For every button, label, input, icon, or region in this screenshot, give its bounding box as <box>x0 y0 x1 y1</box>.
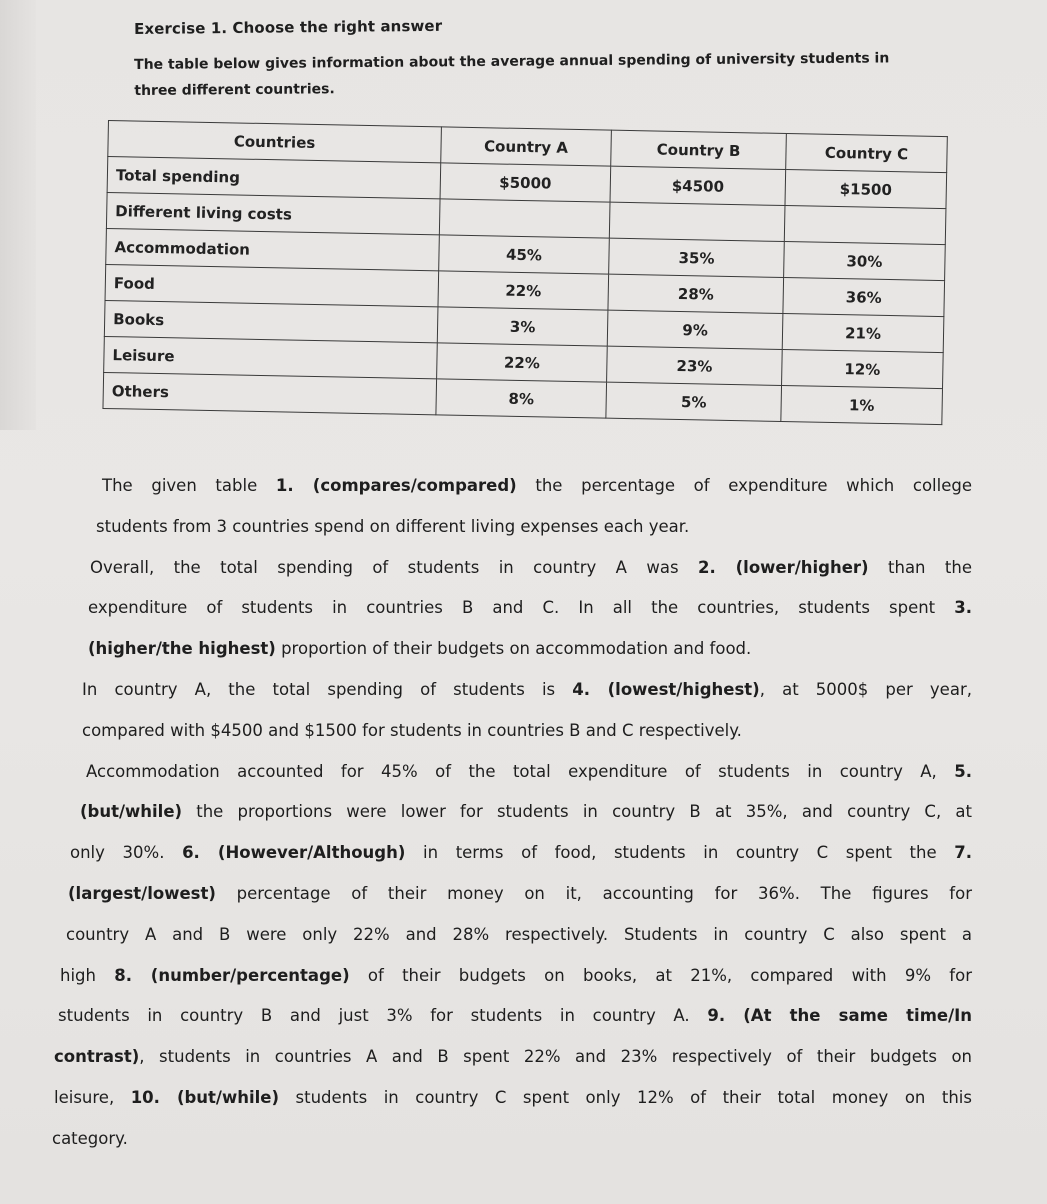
passage-line <box>52 792 972 833</box>
row-label: Books <box>104 300 438 342</box>
passage-text: leisure, <box>54 1087 131 1107</box>
passage-text: category. <box>52 1128 128 1148</box>
passage-text: In country A, the total spending of students is <box>82 679 573 699</box>
answer-choice-9-options[interactable]: contrast) <box>54 1047 140 1067</box>
cell-country-a: 45% <box>439 235 610 274</box>
answer-choice-3-options[interactable]: (higher/the highest) <box>88 639 276 659</box>
passage-text: students from 3 countries spend on different living expenses each year. <box>96 516 690 536</box>
answer-choice-9[interactable]: 9. (At the same time/In <box>707 1006 973 1026</box>
header-country-c: Country C <box>786 134 948 173</box>
spending-table <box>102 120 947 425</box>
cell-country-a: 22% <box>436 343 607 382</box>
passage-line <box>52 956 972 997</box>
passage-line <box>52 996 972 1037</box>
answer-choice-4[interactable]: 4. (lowest/highest) <box>572 679 760 699</box>
answer-choice-7[interactable]: 7. <box>954 843 972 863</box>
cell-country-a: 22% <box>438 271 609 310</box>
passage-line <box>52 670 972 711</box>
answer-choice-1[interactable]: 1. (compares/compared) <box>275 476 517 495</box>
passage-text: Overall, the total spending of students in country A was <box>90 557 698 577</box>
row-label: Accommodation <box>106 228 440 270</box>
answer-choice-6[interactable]: 6. (However/Although) <box>182 843 406 863</box>
cell-country-a: $5000 <box>440 163 611 202</box>
cell-country-b: $4500 <box>610 166 786 205</box>
answer-choice-5[interactable]: 5. <box>954 761 972 781</box>
answer-choice-5-options[interactable]: (but/while) <box>80 802 183 822</box>
header-country-b: Country B <box>611 130 787 169</box>
answer-choice-8[interactable]: 8. (number/percentage) <box>114 965 350 985</box>
cell-country-a <box>439 199 610 238</box>
row-label: Others <box>103 372 437 414</box>
passage-line <box>52 466 972 507</box>
passage-line <box>52 874 972 915</box>
cell-country-c: 30% <box>784 242 946 281</box>
cell-country-b <box>609 202 785 241</box>
passage-line <box>52 833 972 874</box>
exercise-header <box>134 16 1014 104</box>
passage-line <box>52 588 972 629</box>
row-label: Leisure <box>104 336 438 378</box>
passage-line <box>52 1078 972 1119</box>
passage-text: proportion of their budgets on accommodation and food. <box>275 639 752 659</box>
page-edge-shadow <box>0 0 36 430</box>
answer-choice-2[interactable]: 2. (lower/higher) <box>697 557 869 577</box>
passage-line <box>52 915 972 956</box>
row-label: Different living costs <box>106 192 440 234</box>
passage-text: students in country B and just 3% for students in country A. <box>58 1006 708 1026</box>
passage-text: Accommodation accounted for 45% of the total expenditure of students in country A, <box>86 761 955 781</box>
passage-text: only 30%. <box>70 843 183 863</box>
exercise-title: Exercise 1. Choose the right answer <box>134 16 443 38</box>
passage-text: in terms of food, students in country C spent the <box>405 843 955 863</box>
header-country-a: Country A <box>441 127 612 166</box>
passage-text: the proportions were lower for students in country B at 35%, and country C, at <box>182 802 972 822</box>
passage-line <box>52 1119 972 1160</box>
cell-country-b: 5% <box>606 382 782 421</box>
cell-country-c: 36% <box>783 277 945 316</box>
passage-text: , students in countries A and B spent 22% and 23% respectively of their budgets on <box>139 1047 972 1067</box>
cell-country-b: 9% <box>607 310 783 349</box>
answer-choice-7-options[interactable]: (largest/lowest) <box>68 883 216 903</box>
passage-line <box>52 1037 972 1078</box>
passage-line <box>52 507 972 548</box>
cell-country-a: 8% <box>436 379 607 418</box>
answer-choice-10[interactable]: 10. (but/while) <box>130 1087 279 1107</box>
spending-table-wrapper <box>102 120 947 425</box>
reading-passage <box>52 466 972 1160</box>
cell-country-b: 35% <box>609 238 785 277</box>
cell-country-c: 21% <box>782 313 944 352</box>
cell-country-b: 28% <box>608 274 784 313</box>
passage-line <box>52 711 972 752</box>
exercise-intro: The table below gives information about the average annual spending of university students in three different countries. <box>134 50 890 99</box>
passage-text: than the <box>868 557 973 577</box>
passage-text: of their budgets on books, at 21%, compared with 9% for <box>349 965 972 985</box>
cell-country-c: 12% <box>782 349 944 388</box>
answer-choice-3[interactable]: 3. <box>954 598 972 618</box>
passage-text: expenditure of students in countries B and C. In all the countries, students spent <box>88 598 955 618</box>
row-label: Food <box>105 264 439 306</box>
cell-country-c: 1% <box>781 385 943 424</box>
header-countries: Countries <box>108 121 442 163</box>
passage-line <box>52 548 972 589</box>
cell-country-c <box>784 206 946 245</box>
passage-text: high <box>60 965 115 985</box>
passage-text: the percentage of expenditure which college <box>516 476 972 495</box>
passage-line <box>52 752 972 793</box>
cell-country-c: $1500 <box>785 170 947 209</box>
cell-country-a: 3% <box>437 307 608 346</box>
passage-line <box>52 629 972 670</box>
cell-country-b: 23% <box>607 346 783 385</box>
passage-text: compared with $4500 and $1500 for students in countries B and C respectively. <box>82 720 742 740</box>
passage-text: students in country C spent only 12% of their total money on this <box>279 1087 972 1107</box>
row-label: Total spending <box>107 157 441 199</box>
passage-text: percentage of their money on it, accounting for 36%. The figures for <box>215 883 972 903</box>
passage-text: The given table <box>102 476 276 495</box>
passage-text: country A and B were only 22% and 28% respectively. Students in country C also spent a <box>66 924 972 944</box>
passage-text: , at 5000$ per year, <box>759 679 972 699</box>
